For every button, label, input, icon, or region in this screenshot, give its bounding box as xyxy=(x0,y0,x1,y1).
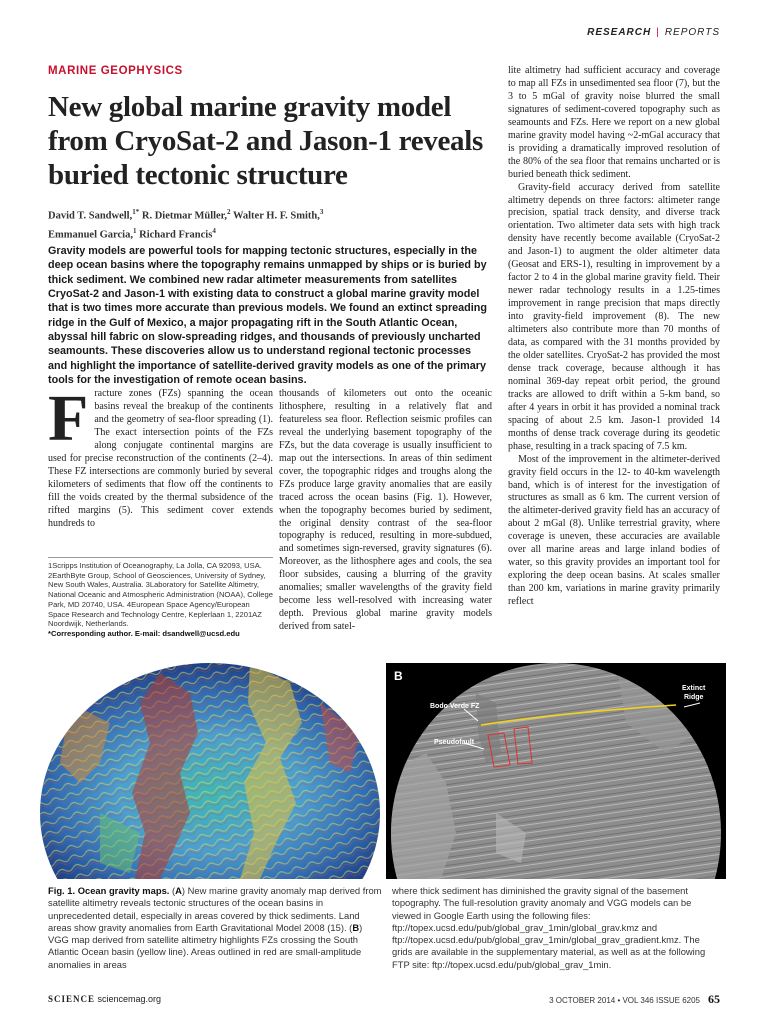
caption-panel-a: A xyxy=(175,885,182,896)
journal-site: sciencemag.org xyxy=(97,994,162,1004)
page-footer-right xyxy=(549,992,720,1007)
running-header xyxy=(587,27,720,38)
author-affiliation: 1* xyxy=(132,208,140,216)
author-affiliation: 4 xyxy=(212,226,216,235)
journal-name: SCIENCE xyxy=(48,994,96,1004)
author-name: Richard Francis xyxy=(136,229,213,240)
caption-text: ( xyxy=(169,885,176,896)
page-footer-left xyxy=(48,994,161,1004)
author-affiliation: 3 xyxy=(319,208,324,216)
globe-gravity-anomaly-image xyxy=(40,663,380,879)
panel-letter-b: B xyxy=(394,669,403,683)
body-paragraph: racture zones (FZs) spanning the ocean basins reveal the breakup of the continents and the geometry of sea-floor spreading (1). The exact intersection points of the FZs along conjugate continental margins are used for precise reconstruction of the continents (2–4). These FZ intersections are commonly buried by several kilometers of sediments that flow off the continents to fill the voids created by the thermal subsidence of the rifted margins (5). This sediment cover extends hundreds to xyxy=(48,388,273,529)
figure-caption-left xyxy=(48,885,382,971)
corresponding-author: *Corresponding author. E-mail: dsandwell@ucsd.edu xyxy=(48,628,240,638)
section-reports: REPORTS xyxy=(664,27,720,38)
vgg-map xyxy=(386,663,726,879)
figure-1 xyxy=(40,663,728,879)
body-paragraph: lite altimetry had sufficient accuracy and coverage to map all FZs in unsedimented sea floor (7), but the 3 to 5 mGal of gravity noise blurred the small signatures of sediment-covered topography such as seamounts and FZs. Here we report on a new global marine gravity model having ~2-mGal accuracy that is providing a dramatically improved resolution of the 80% of the sea floor that remains uncharted or is buried beneath thick sediment. xyxy=(508,65,720,180)
label-extinct: Extinct xyxy=(682,685,706,692)
section-research: RESEARCH xyxy=(587,27,652,38)
issue-info: 3 OCTOBER 2014 • VOL 346 ISSUE 6205 xyxy=(549,996,700,1005)
affiliations-text: 1Scripps Institution of Oceanography, La Jolla, CA 92093, USA. 2EarthByte Group, School of Geosciences, University of Sydney, New South Wales, Australia. 3Laboratory for Satellite Altimetry, National Oceanic and Atmospheric Administration (NOAA), College Park, MD 20740, USA. 4European Space Agency/European Space Research and Technology Centre, Keplerlaan 1, 2201AZ Noordwijk, Netherlands. xyxy=(48,561,273,629)
author-affiliation: 2 xyxy=(227,208,231,216)
body-paragraph: Gravity-field accuracy derived from satellite altimetry depends on three factors: altimeter range precision, spatial track density, and diverse track orientation. Two altimeter data sets with high track density have recently become available (CryoSat-2 and Jason-1) to augment the older altimeter data (Geosat and ERS-1), resulting in improvement by a factor 2 to 4 in the global marine gravity field. Their newer radar technology results in a 1.25-times improvement in range precision that maps directly into gravity-field improvement (8). The new altimeters also contribute more than 70 months of data, as compared with the 31 months provided by the older satellites. CryoSat-2 has provided the most dense track coverage, because although it has nominal 369-day repeat orbit period, the ground tracks are allowed to drift within a 5-km band, so after 4 years in orbit it has provided a nominal track spacing of about 2.5 km. Jason-1 provided 14 months of dense track coverage during its geodetic phase, resulting in a track spacing of 7.5 km. xyxy=(508,181,720,452)
page-number: 65 xyxy=(708,992,720,1006)
body-column-3 xyxy=(508,65,720,609)
label-pseudofault: Pseudofault xyxy=(434,739,475,746)
header-separator: | xyxy=(656,27,660,38)
gravity-anomaly-map xyxy=(40,663,380,879)
label-bodo-verde-fz: Bodo Verde FZ xyxy=(430,703,480,710)
article-title: New global marine gravity model from CryoSat-2 and Jason-1 reveals buried tectonic structure xyxy=(48,91,483,191)
caption-text: ) VGG map derived from satellite altimetry highlights FZs crossing the South Atlantic Ocean basin (yellow line). Areas outlined in red are small-amplitude anomalies in areas xyxy=(48,921,363,970)
author-name: Emmanuel Garcia, xyxy=(48,229,133,240)
drop-cap: F xyxy=(48,382,89,455)
caption-lead: Fig. 1. Ocean gravity maps. xyxy=(48,885,170,896)
body-column-2 xyxy=(279,388,492,634)
figure-caption-right: where thick sediment has diminished the gravity signal of the basement topography. The full-resolution gravity anomaly and VGG models can be viewed in Google Earth using the following files: ftp://topex.ucsd.edu/pub/global_grav_1min/global_grav.kmz and ftp://topex.ucsd.edu/pub/global_grav_1min/global_grav_gradient.kmz. The grids are available in the supplementary material, as well as at the following FTP site: ftp://topex.ucsd.edu/pub/global_grav_1min. xyxy=(392,885,706,970)
abstract: Gravity models are powerful tools for mapping tectonic structures, especially in the deep ocean basins where the topography remains unmapped by ships or is buried by thick sediment. We combined new radar altimeter measurements from satellites CryoSat-2 and Jason-1 with existing data to construct a global marine gravity model that is two times more accurate than previous models. We found an extinct spreading ridge in the Gulf of Mexico, a major propagating rift in the South Atlantic Ocean, abyssal hill fabric on slow-spreading ridges, and thousands of previously uncharted seamounts. These discoveries allow us to understand regional tectonic processes and highlight the importance of satellite-derived gravity models as one of the primary tools for the investigation of remote ocean basins. xyxy=(48,245,487,387)
author-name: Walter H. F. Smith, xyxy=(230,210,320,222)
body-column-1 xyxy=(48,382,273,530)
body-paragraph: thousands of kilometers out onto the oceanic lithosphere, resulting in a relatively flat and featureless sea floor. Reflection seismic profiles can reveal the underlying basement topography of the FZs, but the data coverage is usually insufficient to map out the intersections. In areas of thin sediment cover, the topographic ridges and troughs along the FZs produce large gravity anomalies that are easily traced across the ocean basins (Fig. 1). However, when the topography becomes buried by sediment, the original density contrast of the sea-floor topography is reduced, resulting in more-subdued, and sometimes sign-reversed, gravity signatures (6). Moreover, as the lithosphere ages and cools, the sea floor subsides, causing a blurring of the gravity anomalies; smaller wavelengths of the gravity field become less well-resolved with increasing water depth. Previous global marine gravity models derived from satel- xyxy=(279,388,492,633)
author-affiliation: 1 xyxy=(132,226,137,235)
author-list xyxy=(48,205,488,242)
body-paragraph: Most of the improvement in the altimeter-derived gravity field occurs in the 12- to 40-km wavelength band, which is of interest for the investigation of structures as small as 6 km. The current version of the altimeter-derived gravity field has an accuracy of about 2 mGal (8). Unlike terrestrial gravity, where coverage is uneven, these accuracies are available over all marine areas and large inland bodies of water, so this gravity provides an important tool for exploring the deep ocean basins. At scales smaller than 200 km, variations in marine gravity primarily reflect xyxy=(508,453,720,608)
article-kicker: MARINE GEOPHYSICS xyxy=(48,65,183,77)
caption-panel-b: B xyxy=(352,921,360,933)
author-name: David T. Sandwell, xyxy=(48,210,133,222)
author-name: R. Dietmar Müller, xyxy=(139,210,228,222)
globe-vgg-image xyxy=(386,663,726,879)
panel-letter-a: A xyxy=(48,669,57,683)
caption-text: ) New marine gravity anomaly map derived from satellite altimetry reveals tectonic structures of the ocean basins in unprecedented detail, especially in areas covered by thick sediments. Land areas show gravity anomalies from Earth Gravitational Model 2008 (15). ( xyxy=(48,885,382,933)
label-ridge: Ridge xyxy=(684,694,704,701)
affiliations-footnote xyxy=(48,557,273,639)
